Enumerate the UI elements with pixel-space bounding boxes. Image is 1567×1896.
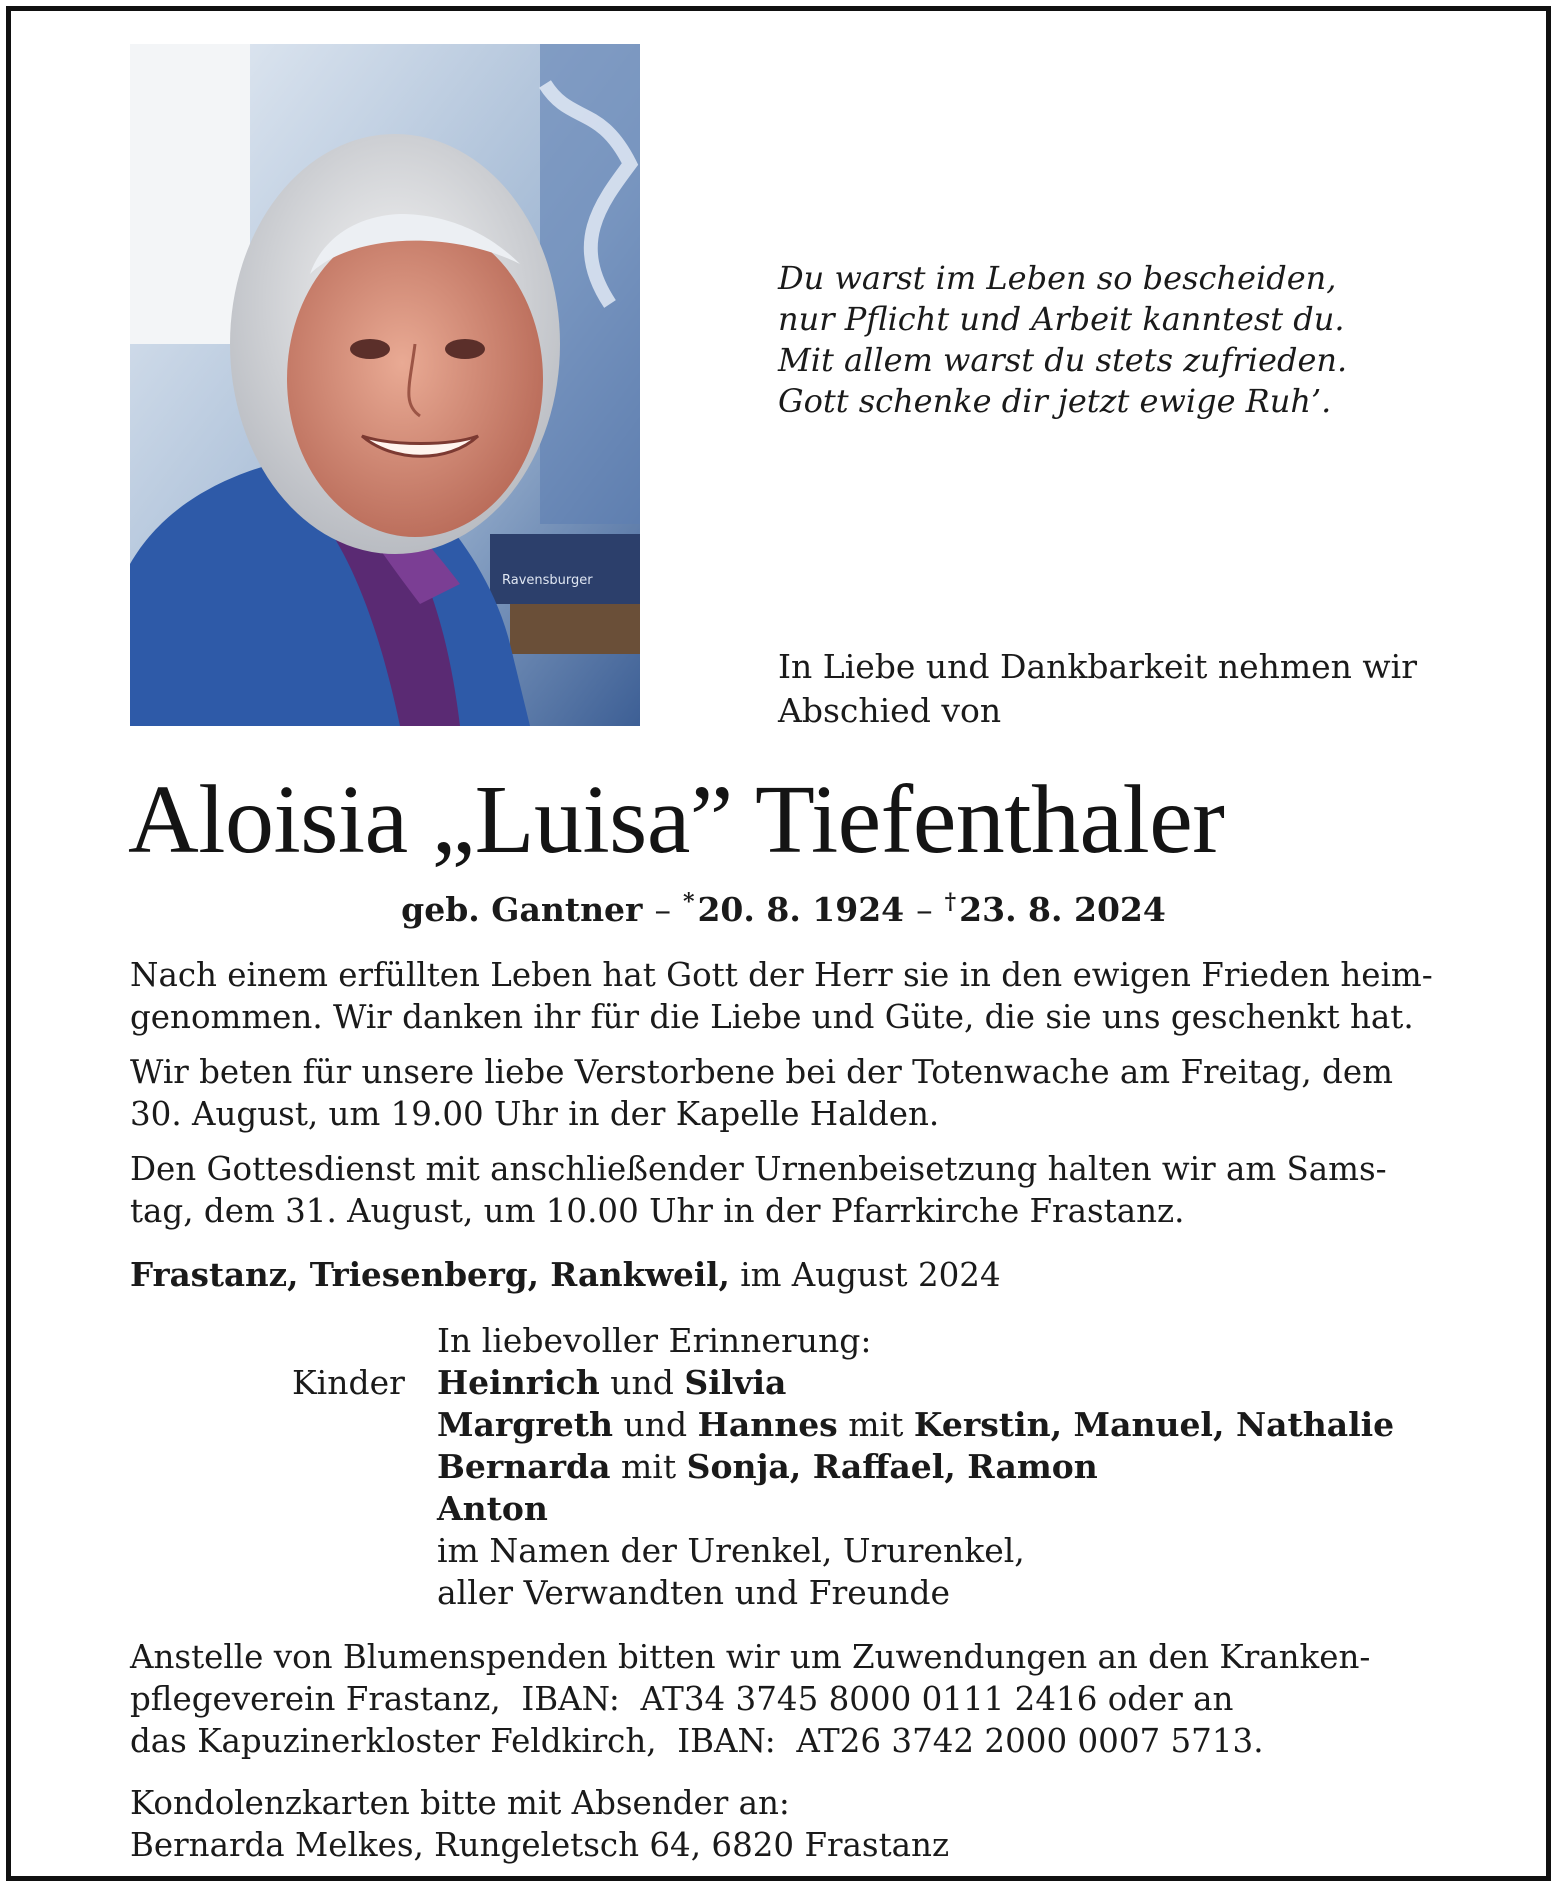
closing-line: im Namen der Urenkel, Ururenkel, bbox=[437, 1531, 1025, 1570]
birth-date: 20. 8. 1924 bbox=[697, 890, 905, 929]
mourner-line: Bernarda mit Sonja, Raffael, Ramon bbox=[437, 1447, 1098, 1486]
mourner-line: Anton bbox=[437, 1489, 548, 1528]
mourners-list bbox=[292, 1320, 1472, 1614]
portrait-illustration bbox=[130, 44, 640, 726]
intro-line: In Liebe und Dankbarkeit nehmen wir bbox=[778, 647, 1418, 686]
donation-line: das Kapuzinerkloster Feldkirch, IBAN: AT26 3742 2000 0007 5713. bbox=[130, 1722, 1264, 1760]
paragraph-line: Wir beten für unsere liebe Verstorbene bei der Totenwache am Freitag, dem bbox=[130, 1053, 1393, 1091]
paragraph-line: tag, dem 31. August, um 10.00 Uhr in der Pfarrkirche Frastanz. bbox=[130, 1192, 1185, 1230]
places: Frastanz, Triesenberg, Rankweil, bbox=[130, 1255, 730, 1294]
donation-request bbox=[130, 1636, 1440, 1762]
dash: – bbox=[654, 890, 671, 929]
place-and-date bbox=[130, 1254, 1440, 1296]
poem-line: Mit allem warst du stets zufrieden. bbox=[778, 341, 1348, 379]
poem bbox=[778, 258, 1478, 422]
mourner-line: Heinrich und Silvia bbox=[437, 1363, 787, 1402]
condolence-line: Bernarda Melkes, Rungeletsch 64, 6820 Frastanz bbox=[130, 1826, 950, 1864]
dash: – bbox=[916, 890, 933, 929]
box-label: Ravensburger bbox=[502, 573, 593, 588]
donation-line: Anstelle von Blumenspenden bitten wir um Zuwendungen an den Kranken- bbox=[130, 1638, 1371, 1676]
children-label: Kinder bbox=[292, 1363, 405, 1402]
condolence-line: Kondolenzkarten bitte mit Absender an: bbox=[130, 1784, 790, 1822]
paragraph-farewell bbox=[130, 954, 1440, 1038]
mourner-line: Margreth und Hannes mit Kerstin, Manuel, Nathalie bbox=[437, 1405, 1395, 1444]
closing-line: aller Verwandten und Freunde bbox=[437, 1573, 950, 1612]
paragraph-line: genommen. Wir danken ihr für die Liebe und Güte, die sie uns geschenkt hat. bbox=[130, 998, 1414, 1036]
deceased-name: Aloisia „Luisa” Tiefenthaler bbox=[128, 766, 1225, 874]
death-date: 23. 8. 2024 bbox=[959, 890, 1166, 929]
paragraph-line: Nach einem erfüllten Leben hat Gott der Herr sie in den ewigen Frieden heim- bbox=[130, 956, 1433, 994]
month-year: im August 2024 bbox=[740, 1256, 1001, 1294]
life-dates bbox=[0, 880, 1567, 932]
paragraph-line: Den Gottesdienst mit anschließender Urnenbeisetzung halten wir am Sams- bbox=[130, 1150, 1387, 1188]
portrait-photo-icon bbox=[130, 44, 640, 726]
paragraph-line: 30. August, um 19.00 Uhr in der Kapelle Halden. bbox=[130, 1095, 940, 1133]
poem-line: nur Pflicht und Arbeit kanntest du. bbox=[778, 300, 1345, 338]
donation-line: pflegeverein Frastanz, IBAN: AT34 3745 8000 0111 2416 oder an bbox=[130, 1680, 1234, 1718]
birth-star-icon: * bbox=[682, 889, 695, 915]
intro-line: Abschied von bbox=[778, 691, 1002, 730]
condolence-address bbox=[130, 1782, 1440, 1866]
paragraph-service bbox=[130, 1148, 1440, 1232]
paragraph-wake bbox=[130, 1051, 1440, 1135]
mourners-heading: In liebevoller Erinnerung: bbox=[437, 1321, 872, 1360]
death-cross-icon: † bbox=[944, 889, 957, 915]
maiden-name: geb. Gantner bbox=[401, 890, 643, 929]
intro-text bbox=[778, 645, 1458, 733]
poem-line: Gott schenke dir jetzt ewige Ruh’. bbox=[778, 382, 1332, 420]
poem-line: Du warst im Leben so bescheiden, bbox=[778, 259, 1337, 297]
